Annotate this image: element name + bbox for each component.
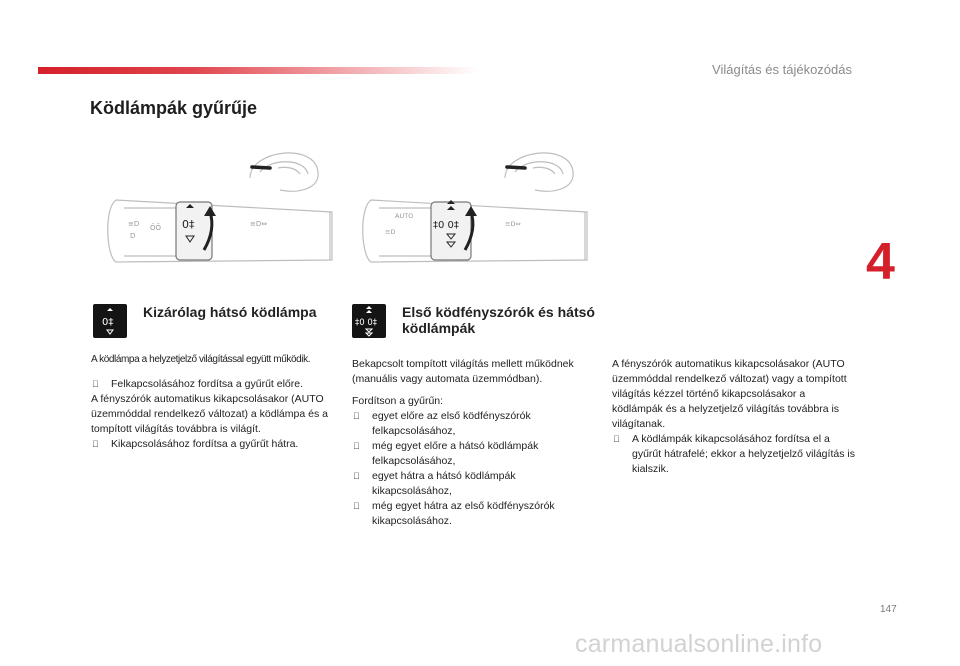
list-item: még egyet előre a hátsó ködlámpák felkapcsolásához, xyxy=(352,439,597,469)
rear-fog-icon xyxy=(93,304,127,338)
section-title-front-rear-fog: Első ködfényszórók és hátsó ködlámpák xyxy=(402,304,595,336)
paragraph: A fényszórók automatikus kikapcsolásakor (AUTO üzemmóddal rendelkező változat) vagy a tompított világítás kézzel történő kikapcsolásakor a ködlámpák és a helyzetjelző világítás továbbra is világítanak. xyxy=(612,358,847,430)
bullet-icon xyxy=(353,439,360,454)
ring-label-3: ŌŌ xyxy=(150,224,162,232)
header-accent-bar xyxy=(38,67,478,74)
paragraph: Fordítson a gyűrűn: xyxy=(352,395,444,407)
ring-label-1: ≡D xyxy=(128,220,140,228)
list-item: A ködlámpák kikapcsolásához fordítsa el a gyűrűt hátrafelé; ekkor a helyzetjelző világítás is kialszik. xyxy=(612,432,857,477)
section-header: Világítás és tájékozódás xyxy=(712,62,852,77)
bullet-icon xyxy=(613,432,620,447)
ring-label-r1: ≡D xyxy=(385,228,396,236)
svg-text:0‡: 0‡ xyxy=(102,317,114,328)
list-item: Kikapcsolásához fordítsa a gyűrűt hátra. xyxy=(91,437,336,452)
bullet-list xyxy=(91,377,336,392)
bullet-list xyxy=(91,437,336,452)
bullet-list xyxy=(352,409,597,529)
column-rear-fog xyxy=(91,377,336,452)
svg-text:‡0 0‡: ‡0 0‡ xyxy=(355,318,378,328)
page-title: Ködlámpák gyűrűje xyxy=(90,98,258,118)
stalk-illustration-front-rear-fog xyxy=(355,138,595,266)
paragraph: Bekapcsolt tompított világítás mellett működnek (manuális vagy automata üzemmódban). xyxy=(352,358,574,385)
watermark: carmanualsonline.info xyxy=(575,630,823,658)
ring-label-4: ≡D⇔ xyxy=(250,220,268,228)
list-item: egyet előre az első ködfényszórók felkapcsolásához, xyxy=(352,409,597,439)
chapter-number: 4 xyxy=(866,233,895,291)
column-auto-mode xyxy=(612,357,857,477)
bullet-icon xyxy=(92,437,99,452)
section-title-rear-fog: Kizárólag hátsó ködlámpa xyxy=(143,304,317,320)
list-item: még egyet hátra az első ködfényszórók kikapcsolásához. xyxy=(352,499,597,529)
bullet-icon xyxy=(353,499,360,514)
front-rear-fog-symbol: ‡0 0‡ xyxy=(433,220,459,231)
bullet-icon xyxy=(353,409,360,424)
ring-label-r2: ≡D⇔ xyxy=(505,220,521,228)
list-item: Felkapcsolásához fordítsa a gyűrűt előre. xyxy=(91,377,336,392)
bullet-icon xyxy=(92,377,99,392)
stalk-illustration-rear-fog xyxy=(100,138,340,266)
bullet-icon xyxy=(353,469,360,484)
page-number: 147 xyxy=(880,604,897,615)
rear-fog-note: A ködlámpa a helyzetjelző világítással együtt működik. xyxy=(91,354,311,365)
auto-label: AUTO xyxy=(395,212,414,220)
column-front-rear-fog xyxy=(352,357,597,529)
list-item: egyet hátra a hátsó ködlámpák kikapcsolásához, xyxy=(352,469,597,499)
rear-fog-symbol: 0‡ xyxy=(182,218,195,231)
bullet-list xyxy=(612,432,857,477)
ring-label-2: D xyxy=(130,232,136,240)
paragraph: A fényszórók automatikus kikapcsolásakor (AUTO üzemmóddal rendelkező változat) a ködlámpa és a tompított világítás továbbra is világít. xyxy=(91,393,328,435)
front-rear-fog-icon xyxy=(352,304,386,338)
